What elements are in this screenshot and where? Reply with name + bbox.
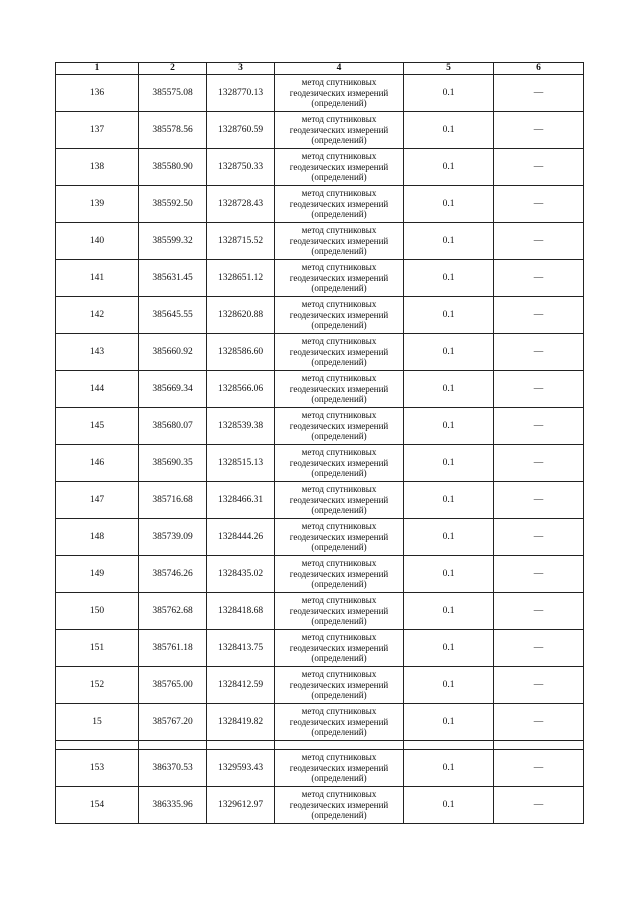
header-cell: 5 — [404, 63, 494, 75]
point-number-cell: 153 — [56, 750, 139, 787]
method-text-line: геодезических измерений — [289, 309, 389, 320]
x-coordinate-cell: 385580.90 — [139, 149, 207, 186]
table-row — [56, 787, 584, 824]
table-row — [56, 750, 584, 787]
description-cell: — — [494, 112, 584, 149]
y-coordinate-cell: 1328620.88 — [207, 297, 275, 334]
method-text-line: метод спутниковых — [301, 706, 377, 717]
table-row — [56, 112, 584, 149]
x-coordinate-cell: 385739.09 — [139, 519, 207, 556]
description-cell: — — [494, 445, 584, 482]
method-text-line: метод спутниковых — [301, 595, 377, 606]
table-row — [56, 186, 584, 223]
point-number-cell: 146 — [56, 445, 139, 482]
method-text-line: геодезических измерений — [289, 716, 389, 727]
accuracy-cell: 0.1 — [404, 630, 494, 667]
x-coordinate-cell: 385631.45 — [139, 260, 207, 297]
point-number-cell: 139 — [56, 186, 139, 223]
x-coordinate-cell: 385592.50 — [139, 186, 207, 223]
method-text-line: (определений) — [311, 431, 367, 442]
method-text-line: (определений) — [311, 810, 367, 821]
accuracy-cell: 0.1 — [404, 667, 494, 704]
table-row — [56, 593, 584, 630]
method-text-line: геодезических измерений — [289, 346, 389, 357]
table-row — [56, 667, 584, 704]
table-row — [56, 445, 584, 482]
method-text-line: (определений) — [311, 727, 367, 738]
y-coordinate-cell: 1329593.43 — [207, 750, 275, 787]
method-text-line: метод спутниковых — [301, 299, 377, 310]
accuracy-cell: 0.1 — [404, 112, 494, 149]
accuracy-cell: 0.1 — [404, 186, 494, 223]
accuracy-cell: 0.1 — [404, 519, 494, 556]
x-coordinate-cell: 385746.26 — [139, 556, 207, 593]
method-cell — [275, 408, 404, 445]
y-coordinate-cell: 1328728.43 — [207, 186, 275, 223]
method-text-line: геодезических измерений — [289, 235, 389, 246]
method-cell — [275, 787, 404, 824]
accuracy-cell: 0.1 — [404, 75, 494, 112]
point-number-cell: 145 — [56, 408, 139, 445]
x-coordinate-cell: 385575.08 — [139, 75, 207, 112]
method-text-line: геодезических измерений — [289, 605, 389, 616]
table-row — [56, 704, 584, 741]
table-row — [56, 630, 584, 667]
x-coordinate-cell: 385761.18 — [139, 630, 207, 667]
accuracy-cell: 0.1 — [404, 223, 494, 260]
point-number-cell: 137 — [56, 112, 139, 149]
spacer-cell — [139, 741, 207, 750]
y-coordinate-cell: 1328566.06 — [207, 371, 275, 408]
method-text-line: (определений) — [311, 579, 367, 590]
method-text-line: (определений) — [311, 542, 367, 553]
method-cell — [275, 371, 404, 408]
method-text-line: геодезических измерений — [289, 457, 389, 468]
method-text-line: (определений) — [311, 773, 367, 784]
accuracy-cell: 0.1 — [404, 704, 494, 741]
method-text-line: метод спутниковых — [301, 752, 377, 763]
table-row — [56, 149, 584, 186]
accuracy-cell: 0.1 — [404, 297, 494, 334]
header-cell: 2 — [139, 63, 207, 75]
y-coordinate-cell: 1328586.60 — [207, 334, 275, 371]
header-cell: 1 — [56, 63, 139, 75]
y-coordinate-cell: 1328444.26 — [207, 519, 275, 556]
y-coordinate-cell: 1328418.68 — [207, 593, 275, 630]
method-text-line: геодезических измерений — [289, 568, 389, 579]
coordinates-table — [55, 62, 584, 824]
y-coordinate-cell: 1328413.75 — [207, 630, 275, 667]
method-text-line: метод спутниковых — [301, 151, 377, 162]
description-cell: — — [494, 482, 584, 519]
description-cell: — — [494, 704, 584, 741]
header-cell: 4 — [275, 63, 404, 75]
table-row — [56, 297, 584, 334]
method-text-line: геодезических измерений — [289, 272, 389, 283]
method-text-line: (определений) — [311, 690, 367, 701]
y-coordinate-cell: 1328750.33 — [207, 149, 275, 186]
point-number-cell: 15 — [56, 704, 139, 741]
method-text-line: метод спутниковых — [301, 484, 377, 495]
y-coordinate-cell: 1328760.59 — [207, 112, 275, 149]
x-coordinate-cell: 386370.53 — [139, 750, 207, 787]
accuracy-cell: 0.1 — [404, 260, 494, 297]
point-number-cell: 138 — [56, 149, 139, 186]
table-row — [56, 556, 584, 593]
method-cell — [275, 334, 404, 371]
description-cell: — — [494, 223, 584, 260]
point-number-cell: 143 — [56, 334, 139, 371]
x-coordinate-cell: 385762.68 — [139, 593, 207, 630]
description-cell: — — [494, 149, 584, 186]
table-body — [56, 75, 584, 824]
point-number-cell: 147 — [56, 482, 139, 519]
description-cell: — — [494, 408, 584, 445]
spacer-cell — [56, 741, 139, 750]
y-coordinate-cell: 1328435.02 — [207, 556, 275, 593]
method-text-line: метод спутниковых — [301, 447, 377, 458]
method-text-line: геодезических измерений — [289, 420, 389, 431]
y-coordinate-cell: 1328539.38 — [207, 408, 275, 445]
table-row — [56, 260, 584, 297]
method-text-line: метод спутниковых — [301, 262, 377, 273]
point-number-cell: 142 — [56, 297, 139, 334]
table-row — [56, 519, 584, 556]
accuracy-cell: 0.1 — [404, 408, 494, 445]
method-text-line: метод спутниковых — [301, 77, 377, 88]
y-coordinate-cell: 1328466.31 — [207, 482, 275, 519]
description-cell: — — [494, 334, 584, 371]
description-cell: — — [494, 260, 584, 297]
method-cell — [275, 750, 404, 787]
spacer-cell — [404, 741, 494, 750]
method-text-line: (определений) — [311, 616, 367, 627]
header-cell: 3 — [207, 63, 275, 75]
method-text-line: (определений) — [311, 468, 367, 479]
description-cell: — — [494, 593, 584, 630]
method-text-line: метод спутниковых — [301, 225, 377, 236]
point-number-cell: 136 — [56, 75, 139, 112]
accuracy-cell: 0.1 — [404, 334, 494, 371]
spacer-cell — [494, 741, 584, 750]
description-cell: — — [494, 519, 584, 556]
spacer-cell — [207, 741, 275, 750]
x-coordinate-cell: 385680.07 — [139, 408, 207, 445]
x-coordinate-cell: 385645.55 — [139, 297, 207, 334]
method-text-line: геодезических измерений — [289, 494, 389, 505]
method-text-line: (определений) — [311, 209, 367, 220]
accuracy-cell: 0.1 — [404, 445, 494, 482]
x-coordinate-cell: 385716.68 — [139, 482, 207, 519]
accuracy-cell: 0.1 — [404, 787, 494, 824]
method-cell — [275, 704, 404, 741]
accuracy-cell: 0.1 — [404, 556, 494, 593]
method-cell — [275, 149, 404, 186]
description-cell: — — [494, 75, 584, 112]
method-text-line: метод спутниковых — [301, 558, 377, 569]
description-cell: — — [494, 556, 584, 593]
method-text-line: метод спутниковых — [301, 669, 377, 680]
spacer-cell — [275, 741, 404, 750]
method-text-line: (определений) — [311, 653, 367, 664]
method-cell — [275, 112, 404, 149]
point-number-cell: 149 — [56, 556, 139, 593]
method-cell — [275, 297, 404, 334]
accuracy-cell: 0.1 — [404, 482, 494, 519]
description-cell: — — [494, 787, 584, 824]
method-text-line: (определений) — [311, 357, 367, 368]
method-text-line: геодезических измерений — [289, 642, 389, 653]
description-cell: — — [494, 186, 584, 223]
description-cell: — — [494, 297, 584, 334]
method-text-line: (определений) — [311, 98, 367, 109]
method-text-line: геодезических измерений — [289, 383, 389, 394]
method-text-line: геодезических измерений — [289, 762, 389, 773]
method-cell — [275, 519, 404, 556]
x-coordinate-cell: 385669.34 — [139, 371, 207, 408]
table-row — [56, 371, 584, 408]
x-coordinate-cell: 385599.32 — [139, 223, 207, 260]
point-number-cell: 144 — [56, 371, 139, 408]
y-coordinate-cell: 1328515.13 — [207, 445, 275, 482]
method-cell — [275, 593, 404, 630]
table-row — [56, 75, 584, 112]
method-text-line: метод спутниковых — [301, 373, 377, 384]
method-text-line: геодезических измерений — [289, 799, 389, 810]
method-text-line: (определений) — [311, 246, 367, 257]
accuracy-cell: 0.1 — [404, 149, 494, 186]
description-cell: — — [494, 667, 584, 704]
description-cell: — — [494, 750, 584, 787]
method-text-line: (определений) — [311, 320, 367, 331]
x-coordinate-cell: 385578.56 — [139, 112, 207, 149]
x-coordinate-cell: 385660.92 — [139, 334, 207, 371]
method-text-line: геодезических измерений — [289, 87, 389, 98]
method-cell — [275, 260, 404, 297]
method-text-line: метод спутниковых — [301, 188, 377, 199]
method-cell — [275, 223, 404, 260]
method-text-line: метод спутниковых — [301, 114, 377, 125]
method-cell — [275, 556, 404, 593]
method-text-line: геодезических измерений — [289, 679, 389, 690]
accuracy-cell: 0.1 — [404, 593, 494, 630]
point-number-cell: 150 — [56, 593, 139, 630]
method-cell — [275, 667, 404, 704]
method-text-line: геодезических измерений — [289, 161, 389, 172]
x-coordinate-cell: 386335.96 — [139, 787, 207, 824]
method-text-line: метод спутниковых — [301, 521, 377, 532]
y-coordinate-cell: 1328412.59 — [207, 667, 275, 704]
table-row — [56, 334, 584, 371]
accuracy-cell: 0.1 — [404, 750, 494, 787]
method-text-line: (определений) — [311, 394, 367, 405]
method-text-line: (определений) — [311, 135, 367, 146]
header-row — [56, 63, 584, 75]
point-number-cell: 151 — [56, 630, 139, 667]
x-coordinate-cell: 385690.35 — [139, 445, 207, 482]
method-text-line: метод спутниковых — [301, 336, 377, 347]
method-cell — [275, 75, 404, 112]
description-cell: — — [494, 371, 584, 408]
y-coordinate-cell: 1328770.13 — [207, 75, 275, 112]
method-text-line: (определений) — [311, 172, 367, 183]
spacer-row — [56, 741, 584, 750]
y-coordinate-cell: 1329612.97 — [207, 787, 275, 824]
method-text-line: метод спутниковых — [301, 410, 377, 421]
point-number-cell: 152 — [56, 667, 139, 704]
y-coordinate-cell: 1328651.12 — [207, 260, 275, 297]
method-text-line: геодезических измерений — [289, 198, 389, 209]
method-cell — [275, 186, 404, 223]
method-cell — [275, 630, 404, 667]
point-number-cell: 140 — [56, 223, 139, 260]
method-text-line: (определений) — [311, 505, 367, 516]
point-number-cell: 148 — [56, 519, 139, 556]
x-coordinate-cell: 385767.20 — [139, 704, 207, 741]
method-text-line: метод спутниковых — [301, 789, 377, 800]
table-row — [56, 223, 584, 260]
method-text-line: метод спутниковых — [301, 632, 377, 643]
point-number-cell: 141 — [56, 260, 139, 297]
description-cell: — — [494, 630, 584, 667]
method-cell — [275, 482, 404, 519]
header-cell: 6 — [494, 63, 584, 75]
table-row — [56, 408, 584, 445]
y-coordinate-cell: 1328419.82 — [207, 704, 275, 741]
point-number-cell: 154 — [56, 787, 139, 824]
y-coordinate-cell: 1328715.52 — [207, 223, 275, 260]
method-text-line: геодезических измерений — [289, 124, 389, 135]
x-coordinate-cell: 385765.00 — [139, 667, 207, 704]
table-row — [56, 482, 584, 519]
method-text-line: геодезических измерений — [289, 531, 389, 542]
method-text-line: (определений) — [311, 283, 367, 294]
accuracy-cell: 0.1 — [404, 371, 494, 408]
method-cell — [275, 445, 404, 482]
